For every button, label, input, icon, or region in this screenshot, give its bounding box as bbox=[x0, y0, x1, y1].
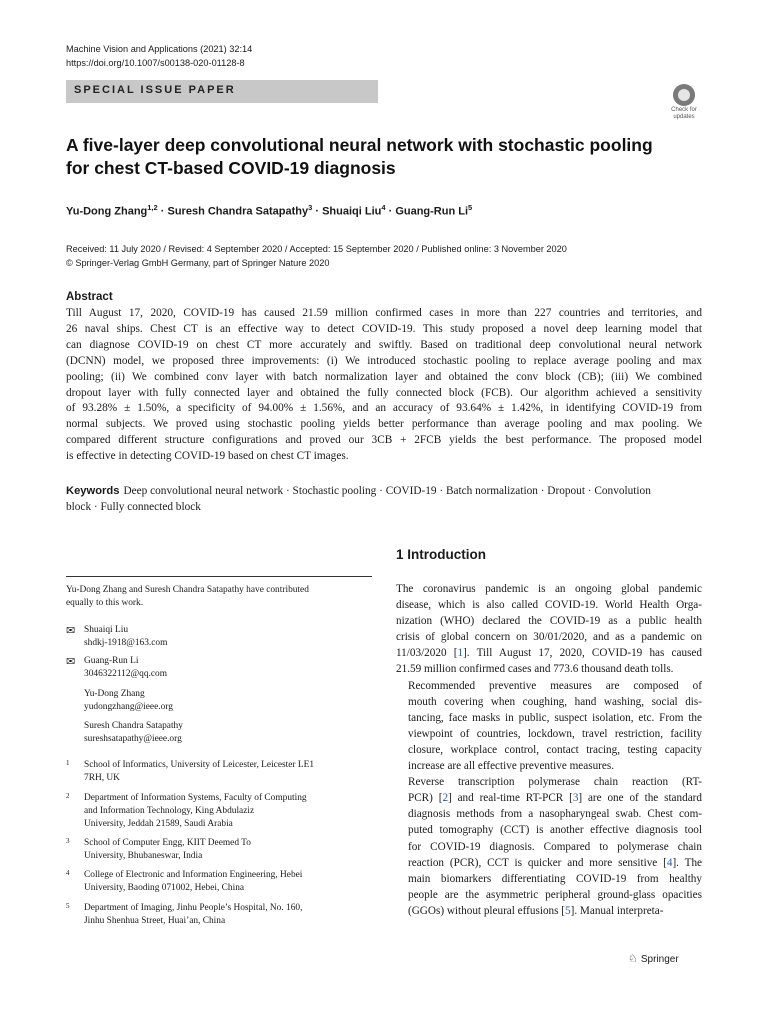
intro-line: diagnosis methods from a nasopharyngeal swab. Chest com- bbox=[408, 808, 702, 821]
contribution-line: equally to this work. bbox=[66, 597, 144, 608]
citation-link[interactable]: 2 bbox=[442, 792, 449, 805]
citation-link[interactable]: 3 bbox=[572, 792, 579, 805]
abstract-line: compared different structure configurations and proved our 3CB + 2FCB yields the best performance. The proposed model bbox=[66, 434, 702, 447]
author-affiliation: 3 bbox=[308, 203, 313, 212]
intro-line: for COVID-19 diagnosis. Compared to polymerase chain bbox=[408, 840, 702, 853]
intro-text: 11/03/2020 [ bbox=[396, 647, 458, 660]
intro-line: closure, workplace control, contact tracing, testing capacity bbox=[408, 743, 702, 756]
intro-text: ]. The bbox=[672, 856, 703, 869]
abstract-line: can diagnose COVID-19 on chest CT more accurately and swiftly. Based on traditional deep convolutional neural network bbox=[66, 338, 702, 351]
affiliation-line: University, Bhubaneswar, India bbox=[84, 850, 203, 861]
affiliation-line: Department of Imaging, Jinhu People’s Hospital, No. 160, bbox=[84, 903, 303, 913]
author-affiliation: 4 bbox=[381, 203, 386, 212]
envelope-icon: ✉ bbox=[66, 656, 76, 668]
abstract-line: is effective in detecting COVID-19 based on chest CT images. bbox=[66, 450, 349, 463]
intro-line: tancing, face masks in public, suspect isolation, etc. From the bbox=[408, 711, 702, 724]
copyright-line: © Springer-Verlag GmbH Germany, part of Springer Nature 2020 bbox=[66, 258, 330, 268]
contact-email[interactable]: yudongzhang@ieee.org bbox=[84, 701, 173, 712]
intro-line: The coronavirus pandemic is an ongoing global pandemic bbox=[396, 583, 702, 595]
intro-text: ]. Manual interpreta- bbox=[570, 904, 664, 917]
badge-line-2: updates bbox=[673, 114, 695, 120]
intro-text: ] are one of the standard bbox=[578, 792, 702, 805]
intro-line: viewpoint of countries, lockdown, travel restriction, facility bbox=[408, 727, 702, 740]
paper-title bbox=[66, 134, 706, 180]
footnote-rule bbox=[66, 576, 372, 577]
journal-header bbox=[66, 42, 252, 70]
affiliation-line: University, Jeddah 21589, Saudi Arabia bbox=[84, 818, 233, 829]
intro-line: disease, which is also called COVID-19. World Health Orga- bbox=[396, 599, 702, 612]
intro-line: Recommended preventive measures are composed of bbox=[408, 679, 702, 692]
affiliation-line: School of Computer Engg, KIIT Deemed To bbox=[84, 838, 251, 848]
affiliation-number: 1 bbox=[66, 759, 70, 767]
affiliation-line: University, Baoding 071002, Hebei, China bbox=[84, 882, 245, 893]
affiliation-number: 3 bbox=[66, 837, 70, 845]
springer-horse-icon: ♘ bbox=[628, 953, 638, 965]
intro-line: 21.59 million confirmed cases and 773.6 thousand death tolls. bbox=[396, 663, 674, 676]
doi-link[interactable]: https://doi.org/10.1007/s00138-020-01128-8 bbox=[66, 58, 245, 68]
author-name[interactable]: Yu-Dong Zhang bbox=[66, 205, 148, 218]
check-for-updates-badge[interactable] bbox=[664, 84, 704, 126]
title-line-2: for chest CT-based COVID-19 diagnosis bbox=[66, 158, 396, 178]
intro-line: increase are all effective preventive measures. bbox=[408, 760, 615, 773]
publication-dates bbox=[66, 242, 567, 270]
intro-line: people are the asymmetric peripheral ground-glass opacities bbox=[408, 888, 702, 901]
intro-paragraph bbox=[396, 581, 702, 678]
check-updates-icon bbox=[673, 84, 695, 106]
keywords-line: block · Fully connected block bbox=[66, 500, 201, 513]
intro-line bbox=[396, 790, 702, 806]
intro-paragraph bbox=[396, 678, 702, 775]
abstract-line: pooling; (ii) We combined conv layer with batch normalization layer and obtained the conv block (CB); (iii) We combined bbox=[66, 370, 702, 383]
author-name[interactable]: Suresh Chandra Satapathy bbox=[167, 205, 309, 218]
intro-line bbox=[396, 855, 702, 871]
abstract-line: (DCNN) model, we proposed three improvements: (i) We introduced stochastic pooling to replace average pooling and max bbox=[66, 354, 702, 367]
keywords bbox=[66, 484, 702, 516]
affiliation-line: Department of Information Systems, Faculty of Computing bbox=[84, 793, 307, 803]
section-heading-introduction: 1 Introduction bbox=[396, 547, 486, 562]
contact-name: Suresh Chandra Satapathy bbox=[84, 721, 183, 731]
intro-line: puted tomography (CCT) is another effective diagnosis tool bbox=[408, 824, 702, 837]
author-name[interactable]: Guang-Run Li bbox=[395, 205, 469, 218]
badge-line-1: Check for bbox=[671, 107, 697, 113]
envelope-icon: ✉ bbox=[66, 625, 76, 637]
abstract-line: normal subjects. We proved using stochastic pooling yields better performance than average pooling and max pooling. We bbox=[66, 418, 702, 431]
intro-line: Reverse transcription polymerase chain reaction (RT- bbox=[408, 776, 702, 789]
title-line-1: A five-layer deep convolutional neural network with stochastic pooling bbox=[66, 135, 653, 155]
intro-line: mouth covering when coughing, hand washing, social dis- bbox=[408, 695, 702, 708]
abstract-heading: Abstract bbox=[66, 291, 113, 303]
publisher-name: Springer bbox=[640, 954, 679, 965]
intro-line bbox=[396, 645, 702, 661]
affiliation-number: 2 bbox=[66, 792, 70, 800]
introduction-body bbox=[396, 581, 702, 919]
keywords-heading: Keywords bbox=[66, 485, 120, 497]
intro-text: PCR) [ bbox=[408, 792, 443, 805]
intro-text: ] and real-time RT-PCR [ bbox=[448, 792, 573, 805]
abstract-line: dropout layer with fully connected layer and obtained the fully connected block (FCB). Our algorithm achieved a sensitivity bbox=[66, 386, 702, 399]
intro-text: (GGOs) without pleural effusions [ bbox=[408, 904, 566, 917]
contact-name: Yu-Dong Zhang bbox=[84, 689, 145, 699]
affiliation-line: and Information Technology, King Abdulaziz bbox=[84, 805, 255, 816]
affiliation-number: 4 bbox=[66, 869, 70, 877]
contribution-note bbox=[66, 584, 372, 610]
affiliation-line: Jinhu Shenhua Street, Huai’an, China bbox=[84, 915, 226, 926]
publisher-footer bbox=[628, 952, 679, 965]
keywords-line: Deep convolutional neural network · Stochastic pooling · COVID-19 · Batch normalization · Dropout · Convolution bbox=[123, 485, 651, 497]
intro-text: ]. Till August 17, 2020, COVID-19 has caused bbox=[463, 647, 702, 660]
contact-email[interactable]: shdkj-1918@163.com bbox=[84, 637, 168, 648]
citation-link[interactable]: 1 bbox=[457, 647, 464, 660]
intro-text: reaction (PCR), CCT is quicker and more sensitive [ bbox=[408, 856, 667, 869]
banner-label: SPECIAL ISSUE PAPER bbox=[74, 84, 236, 96]
affiliation-line: School of Informatics, University of Leicester, Leicester LE1 bbox=[84, 760, 315, 770]
contact-email[interactable]: sureshsatapathy@ieee.org bbox=[84, 733, 182, 744]
abstract-line: 26 naval ships. Chest CT is an effective way to detect COVID-19. This study proposed a novel deep learning model that bbox=[66, 322, 702, 335]
contribution-line: Yu-Dong Zhang and Suresh Chandra Satapathy have contributed bbox=[66, 585, 309, 595]
intro-line: main biomarkers differentiating COVID-19 from healthy bbox=[408, 872, 702, 885]
author-affiliation: 5 bbox=[468, 203, 473, 212]
intro-line bbox=[396, 903, 702, 919]
abstract-line: Till August 17, 2020, COVID-19 has caused 21.59 million confirmed cases in more than 227 countries and territories, and bbox=[66, 307, 702, 319]
dates-line: Received: 11 July 2020 / Revised: 4 September 2020 / Accepted: 15 September 2020 / Published online: 3 November 2020 bbox=[66, 244, 567, 254]
journal-citation: Machine Vision and Applications (2021) 32:14 bbox=[66, 44, 253, 54]
intro-line: crisis of global concern on 30/01/2020, and as a pandemic on bbox=[396, 631, 702, 644]
affiliation-line: 7RH, UK bbox=[84, 772, 120, 783]
author-affiliation: 1,2 bbox=[147, 203, 158, 212]
contact-name: Guang-Run Li bbox=[84, 656, 139, 666]
contact-email[interactable]: 3046322112@qq.com bbox=[84, 668, 168, 679]
contact-name: Shuaiqi Liu bbox=[84, 625, 129, 635]
citation-link[interactable]: 5 bbox=[565, 904, 571, 917]
author-list: Yu-Dong Zhang$^{1,2}$ · Suresh Chandra Satapathy$^3$ · Shuaiqi Liu$^4$ · Guang-Run Li$^5$ bbox=[66, 203, 473, 218]
affiliation-number: 5 bbox=[66, 902, 70, 910]
citation-link[interactable]: 4 bbox=[666, 856, 673, 869]
abstract-line: of 93.28% ± 1.50%, a specificity of 94.00% ± 1.56%, and an accuracy of 93.64% ± 1.42%, in identifying COVID-19 from bbox=[66, 402, 702, 415]
abstract-body bbox=[66, 306, 702, 465]
author-name[interactable]: Shuaiqi Liu bbox=[322, 205, 382, 218]
intro-paragraph bbox=[396, 774, 702, 919]
intro-line: nization (WHO) declared the COVID-19 as a public health bbox=[396, 615, 702, 628]
affiliation-line: College of Electronic and Information Engineering, Hebei bbox=[84, 870, 303, 880]
special-issue-banner bbox=[66, 80, 378, 103]
